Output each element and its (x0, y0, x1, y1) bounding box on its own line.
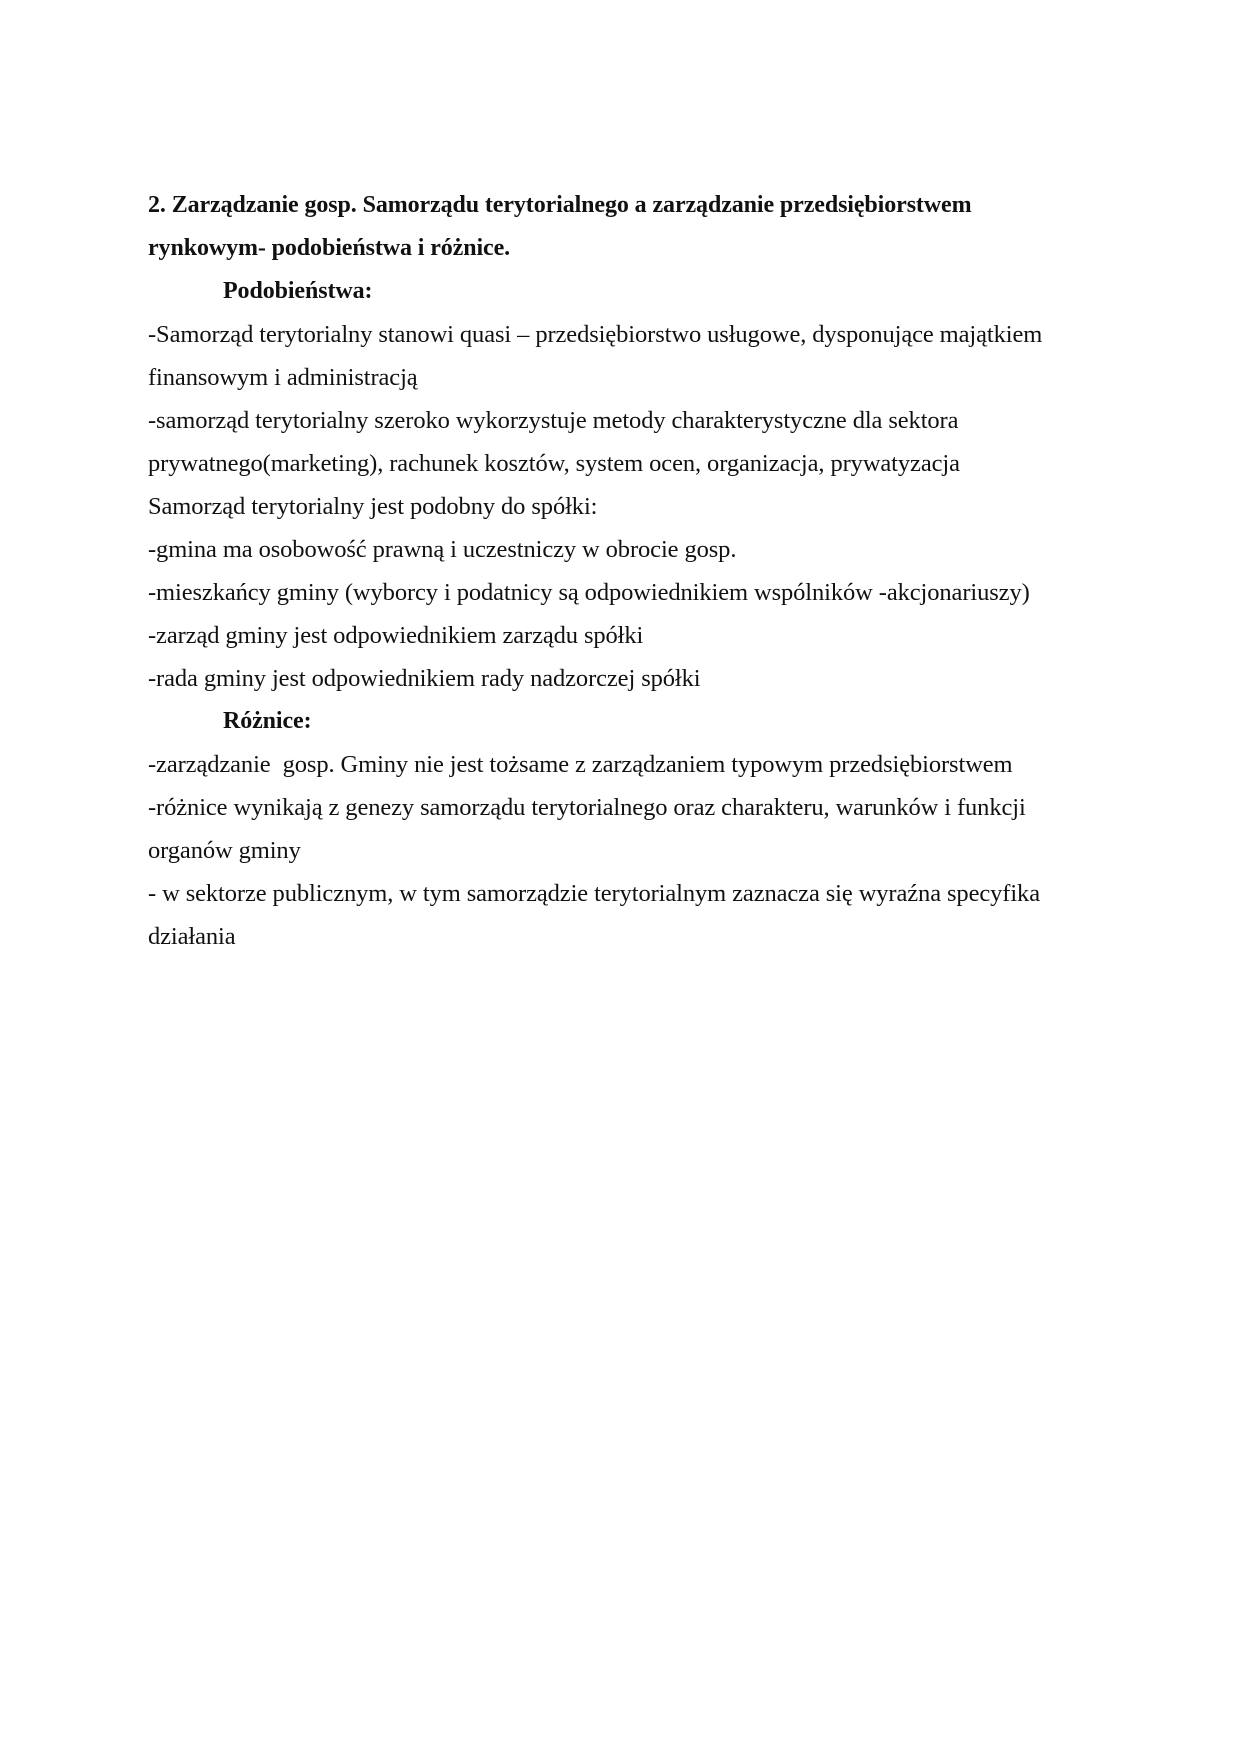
heading-line-2: rynkowym- podobieństwa i różnice. (148, 235, 511, 261)
document-body (148, 184, 1108, 958)
differences-line: - w sektorze publicznym, w tym samorządzie terytorialnym zaznacza się wyraźna specyfika (148, 880, 1040, 907)
similarities-line: Samorząd terytorialny jest podobny do spółki: (148, 493, 598, 520)
section-title-similarities: Podobieństwa: (223, 278, 373, 304)
section-title-differences: Różnice: (223, 708, 312, 734)
differences-line: -zarządzanie gosp. Gminy nie jest tożsame z zarządzaniem typowym przedsiębiorstwem (148, 751, 1013, 778)
heading-line-1: 2. Zarządzanie gosp. Samorządu terytorialnego a zarządzanie przedsiębiorstwem (148, 192, 972, 218)
similarities-line: -rada gminy jest odpowiednikiem rady nadzorczej spółki (148, 665, 701, 692)
similarities-line: -gmina ma osobowość prawną i uczestniczy w obrocie gosp. (148, 536, 737, 563)
similarities-line: -mieszkańcy gminy (wyborcy i podatnicy są odpowiednikiem wspólników -akcjonariuszy) (148, 579, 1030, 606)
differences-line: organów gminy (148, 837, 301, 864)
similarities-line: -Samorząd terytorialny stanowi quasi – przedsiębiorstwo usługowe, dysponujące majątkiem (148, 321, 1043, 348)
differences-line: działania (148, 923, 236, 950)
similarities-line: -samorząd terytorialny szeroko wykorzystuje metody charakterystyczne dla sektora (148, 407, 959, 434)
differences-line: -różnice wynikają z genezy samorządu terytorialnego oraz charakteru, warunków i funkcji (148, 794, 1026, 821)
similarities-line: -zarząd gminy jest odpowiednikiem zarządu spółki (148, 622, 644, 649)
similarities-line: finansowym i administracją (148, 364, 418, 391)
similarities-line: prywatnego(marketing), rachunek kosztów, system ocen, organizacja, prywatyzacja (148, 450, 960, 477)
